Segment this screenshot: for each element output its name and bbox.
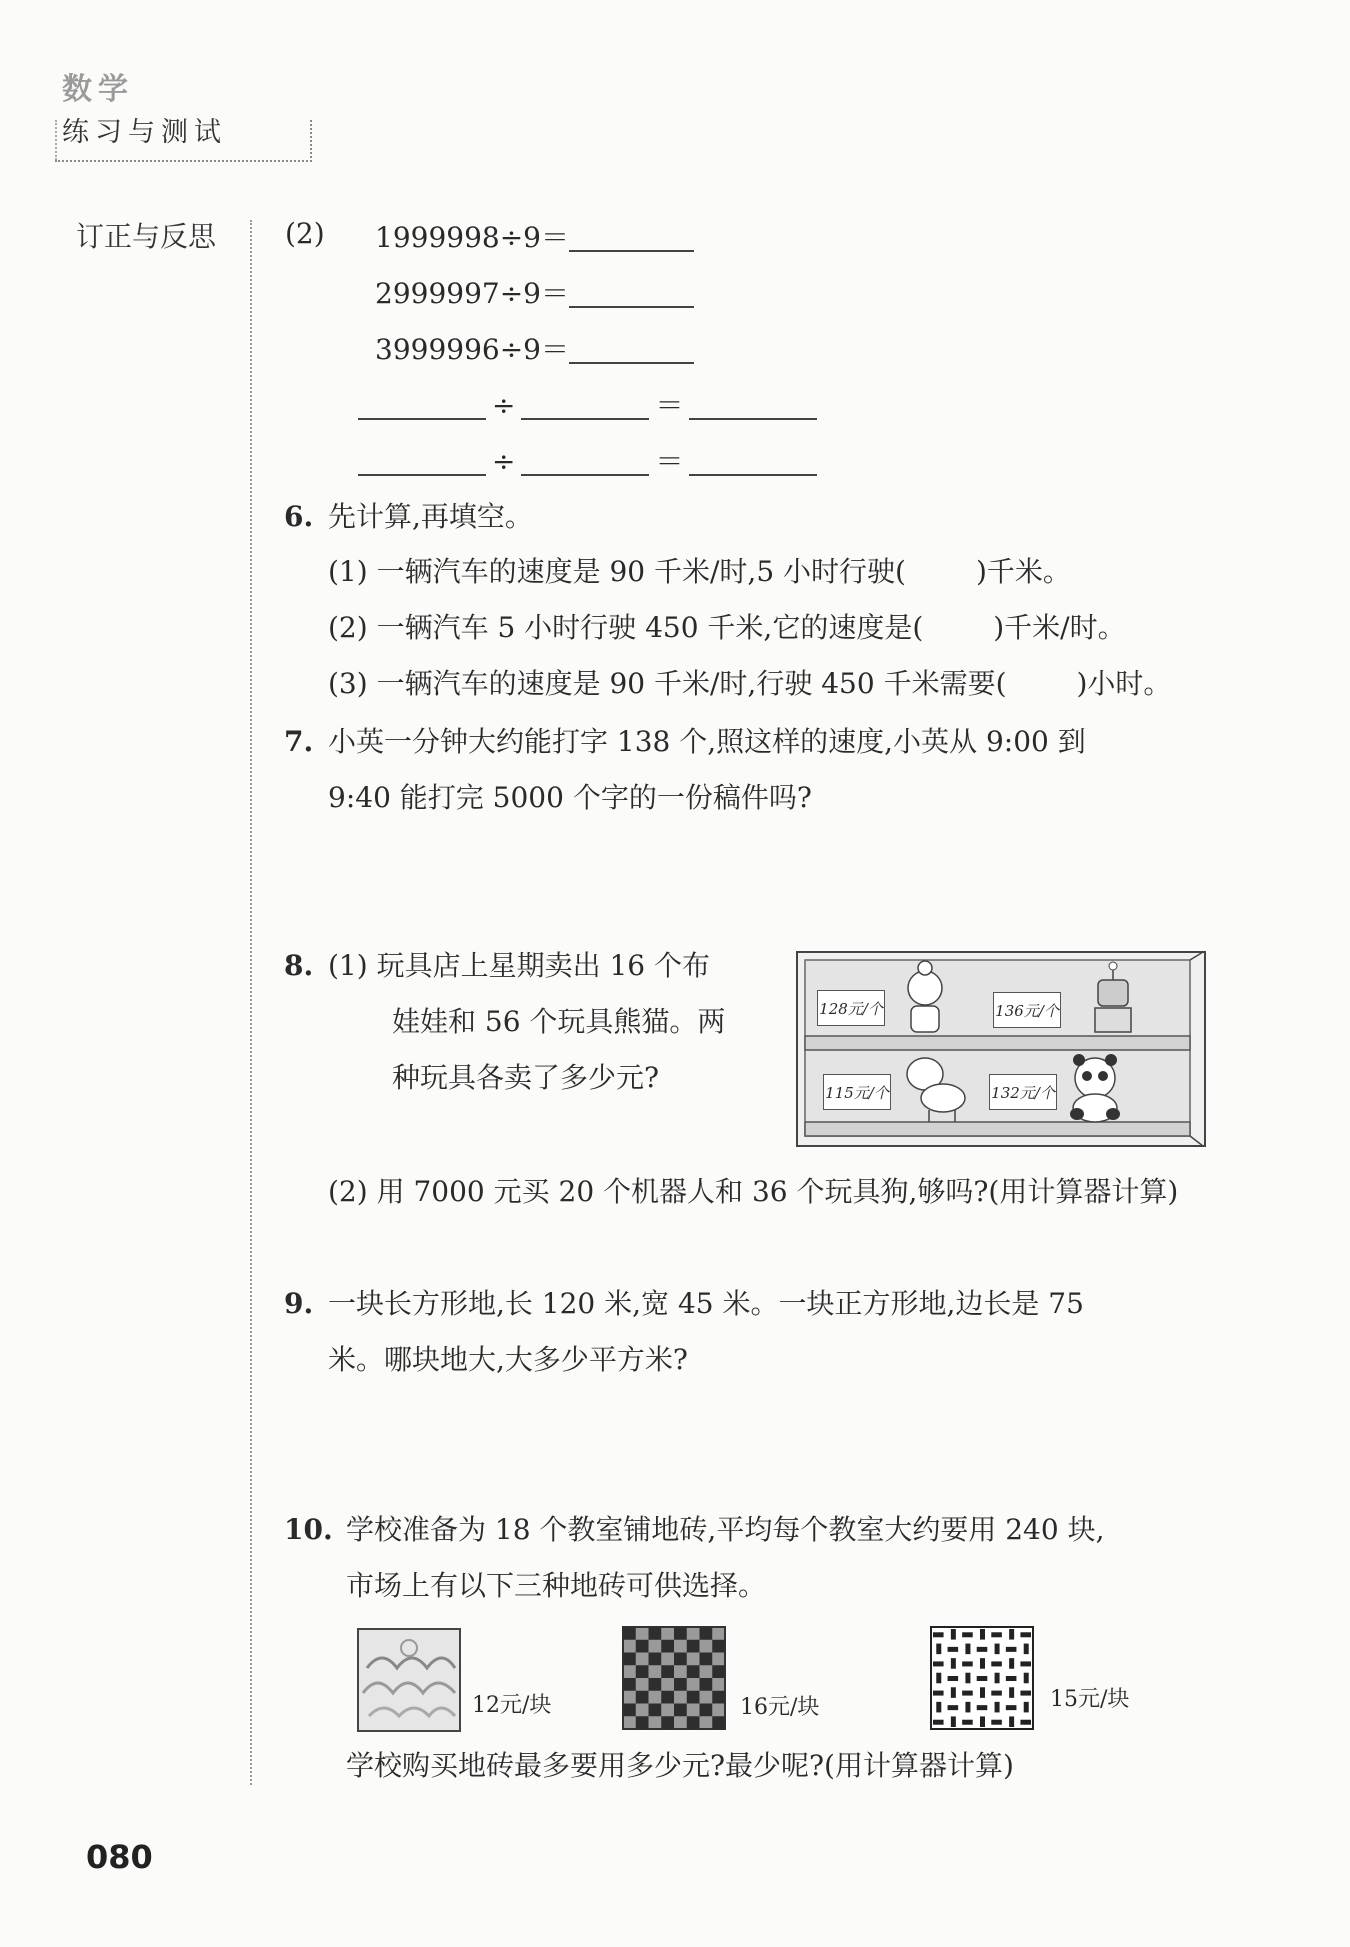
price-tag-robot: 136元/个 [993,992,1061,1028]
q9-number: 9. [284,1287,314,1320]
q5-part-label: (2) [285,217,325,250]
tile-price-3: 15元/块 [1050,1687,1130,1712]
answer-blank[interactable] [358,388,486,420]
q8-line-1: (1) 玩具店上星期卖出 16 个布 [328,949,710,982]
q5-pattern-row-1: ÷ ＝ [358,388,817,420]
answer-blank[interactable] [358,444,486,476]
q6-number: 6. [284,500,314,533]
q8-line-2: 娃娃和 56 个玩具熊猫。两 [392,1005,726,1038]
tile-maze-pattern [930,1626,1034,1730]
q5-equation-2: 2999997÷9＝ [375,276,694,308]
answer-blank[interactable] [689,444,817,476]
q9-line-1: 一块长方形地,长 120 米,宽 45 米。一块正方形地,边长是 75 [328,1287,1084,1320]
price-tag-panda: 132元/个 [989,1074,1057,1110]
q7-number: 7. [284,725,314,758]
q5-equation-1: 1999998÷9＝ [375,220,694,252]
answer-blank[interactable] [569,332,694,364]
answer-blank[interactable] [569,276,694,308]
q10-line-2: 市场上有以下三种地砖可供选择。 [346,1569,767,1602]
tile-cloud-pattern [357,1628,461,1732]
q6-part-3: (3) 一辆汽车的速度是 90 千米/时,行驶 450 千米需要( )小时。 [328,667,1172,700]
q5-equation-3: 3999996÷9＝ [375,332,694,364]
q6-part-2: (2) 一辆汽车 5 小时行驶 450 千米,它的速度是( )千米/时。 [328,611,1126,644]
tile-price-1: 12元/块 [472,1693,552,1718]
toy-shelf-drawing [795,950,1207,1148]
answer-blank[interactable] [521,444,649,476]
q10-question: 学校购买地砖最多要用多少元?最少呢?(用计算器计算) [346,1749,1014,1782]
q7-line-1: 小英一分钟大约能打字 138 个,照这样的速度,小英从 9:00 到 [328,725,1086,758]
q5-pattern-row-2: ÷ ＝ [358,444,817,476]
q8-line-3: 种玩具各卖了多少元? [392,1061,660,1094]
panda-icon [1070,1054,1120,1122]
margin-label: 订正与反思 [76,220,217,253]
tile-price-2: 16元/块 [740,1695,820,1720]
book-title: 练习与测试 [62,117,227,148]
subject-title: 数学 [62,72,134,107]
q8-part-2: (2) 用 7000 元买 20 个机器人和 36 个玩具狗,够吗?(用计算器计算) [328,1175,1179,1208]
page-number: 080 [86,1838,153,1876]
margin-divider [250,220,252,1785]
answer-blank[interactable] [521,388,649,420]
q6-title: 先计算,再填空。 [328,500,533,533]
answer-blank[interactable] [689,388,817,420]
answer-blank[interactable] [569,220,694,252]
tile-checker-pattern [622,1626,726,1730]
price-tag-doll: 128元/个 [817,990,885,1026]
q8-number: 8. [284,949,314,982]
q10-line-1: 学校准备为 18 个教室铺地砖,平均每个教室大约要用 240 块, [346,1513,1105,1546]
q6-part-1: (1) 一辆汽车的速度是 90 千米/时,5 小时行驶( )千米。 [328,555,1071,588]
price-tag-dog: 115元/个 [823,1074,891,1110]
q9-line-2: 米。哪块地大,大多少平方米? [328,1343,688,1376]
toy-shelf-illustration [795,950,1207,1148]
q10-number: 10. [284,1513,333,1546]
q7-line-2: 9:40 能打完 5000 个字的一份稿件吗? [328,781,812,814]
